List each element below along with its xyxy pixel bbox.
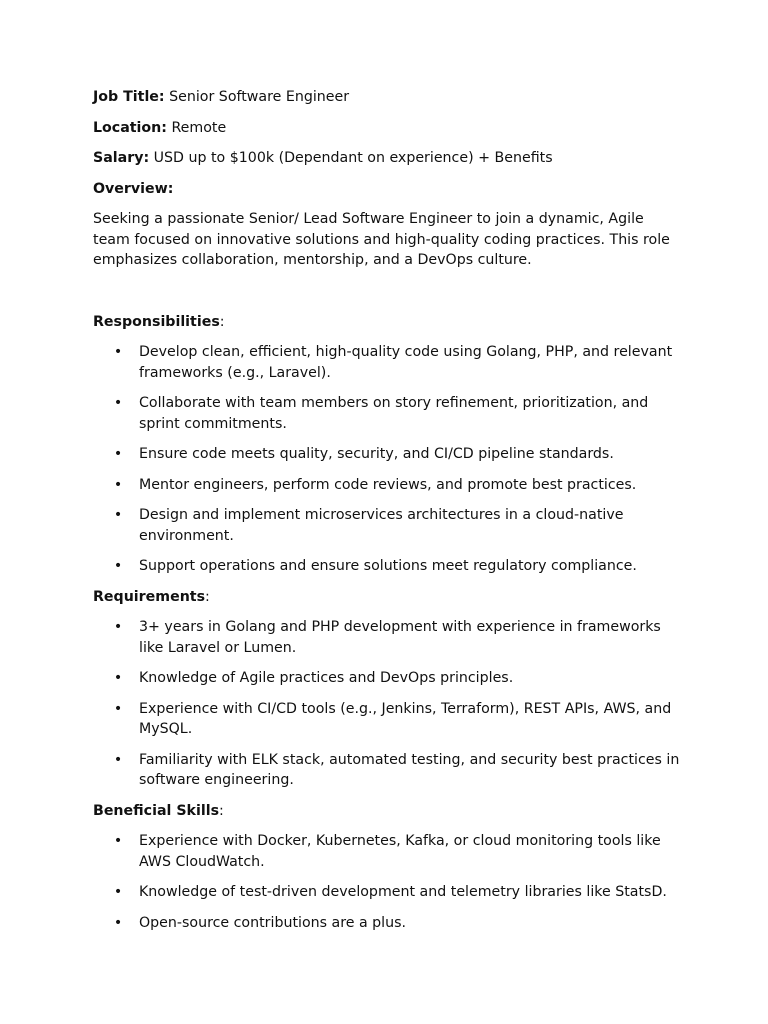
salary-line (93, 148, 683, 169)
bullet-icon: • (113, 446, 123, 462)
job-title-line (93, 87, 683, 108)
responsibilities-heading: Responsibilities (93, 313, 220, 330)
document-page (93, 87, 683, 943)
bullet-icon: • (113, 507, 123, 523)
responsibilities-heading-line (93, 312, 683, 333)
list-item-text: Experience with Docker, Kubernetes, Kafka, or cloud monitoring tools like AWS CloudWatch. (139, 833, 661, 870)
list-item (93, 913, 683, 934)
list-item-text: Knowledge of test-driven development and telemetry libraries like StatsD. (139, 884, 667, 900)
list-item (93, 699, 683, 740)
list-item-text: Ensure code meets quality, security, and CI/CD pipeline standards. (139, 446, 614, 462)
list-item-text: Design and implement microservices architectures in a cloud-native environment. (139, 507, 624, 544)
bullet-icon: • (113, 558, 123, 574)
list-item (93, 750, 683, 791)
requirements-list (93, 617, 683, 791)
list-item-text: Knowledge of Agile practices and DevOps principles. (139, 670, 514, 686)
list-item (93, 831, 683, 872)
list-item (93, 882, 683, 903)
salary-value: USD up to $100k (Dependant on experience) + Benefits (149, 150, 553, 166)
bullet-icon: • (113, 914, 123, 931)
beneficial-skills-list (93, 831, 683, 933)
location-line (93, 118, 683, 139)
list-item (93, 668, 683, 689)
bullet-icon: • (113, 395, 123, 411)
list-item (93, 556, 683, 577)
location-label: Location: (93, 119, 167, 136)
list-item (93, 444, 683, 465)
list-item (93, 475, 683, 496)
bullet-icon: • (113, 751, 123, 768)
bullet-icon: • (113, 619, 123, 635)
bullet-icon: • (113, 476, 123, 493)
list-item-text: Experience with CI/CD tools (e.g., Jenkins, Terraform), REST APIs, AWS, and MySQL. (139, 700, 672, 737)
requirements-heading-line (93, 587, 683, 608)
overview-heading-line (93, 179, 683, 200)
list-item-text: Collaborate with team members on story refinement, prioritization, and sprint commitments. (139, 395, 649, 432)
list-item-text: Mentor engineers, perform code reviews, and promote best practices. (139, 476, 637, 493)
beneficial-skills-heading-line (93, 801, 683, 822)
job-title-label: Job Title: (93, 89, 165, 105)
beneficial-skills-heading: Beneficial Skills (93, 802, 220, 819)
list-item-text: Familiarity with ELK stack, automated testing, and security best practices in software engineering. (139, 751, 680, 788)
bullet-icon: • (113, 344, 123, 360)
beneficial-skills-colon: : (219, 802, 224, 819)
responsibilities-colon: : (219, 313, 225, 330)
list-item (93, 617, 683, 658)
salary-label: Salary: (93, 150, 150, 166)
requirements-colon: : (205, 588, 210, 605)
bullet-icon: • (113, 670, 123, 686)
bullet-icon: • (113, 884, 123, 900)
requirements-heading: Requirements (93, 588, 206, 605)
bullet-icon: • (113, 700, 123, 717)
list-item-text: Open-source contributions are a plus. (139, 914, 407, 931)
overview-text: Seeking a passionate Senior/ Lead Software Engineer to join a dynamic, Agile team focused on innovative solutions and high-quality coding practices. This role emphasizes collaboration, mentorship, and a DevOps culture. (93, 211, 670, 268)
list-item-text: Develop clean, efficient, high-quality code using Golang, PHP, and relevant frameworks (e.g., Laravel). (139, 344, 673, 381)
overview-heading: Overview: (93, 180, 174, 197)
responsibilities-list (93, 342, 683, 577)
job-title-value: Senior Software Engineer (164, 89, 350, 105)
location-value: Remote (166, 119, 227, 136)
bullet-icon: • (113, 833, 123, 849)
list-item (93, 342, 683, 383)
list-item (93, 393, 683, 434)
list-item (93, 505, 683, 546)
list-item-text: Support operations and ensure solutions meet regulatory compliance. (139, 558, 637, 574)
list-item-text: 3+ years in Golang and PHP development with experience in frameworks like Laravel or Lumen. (139, 619, 661, 656)
